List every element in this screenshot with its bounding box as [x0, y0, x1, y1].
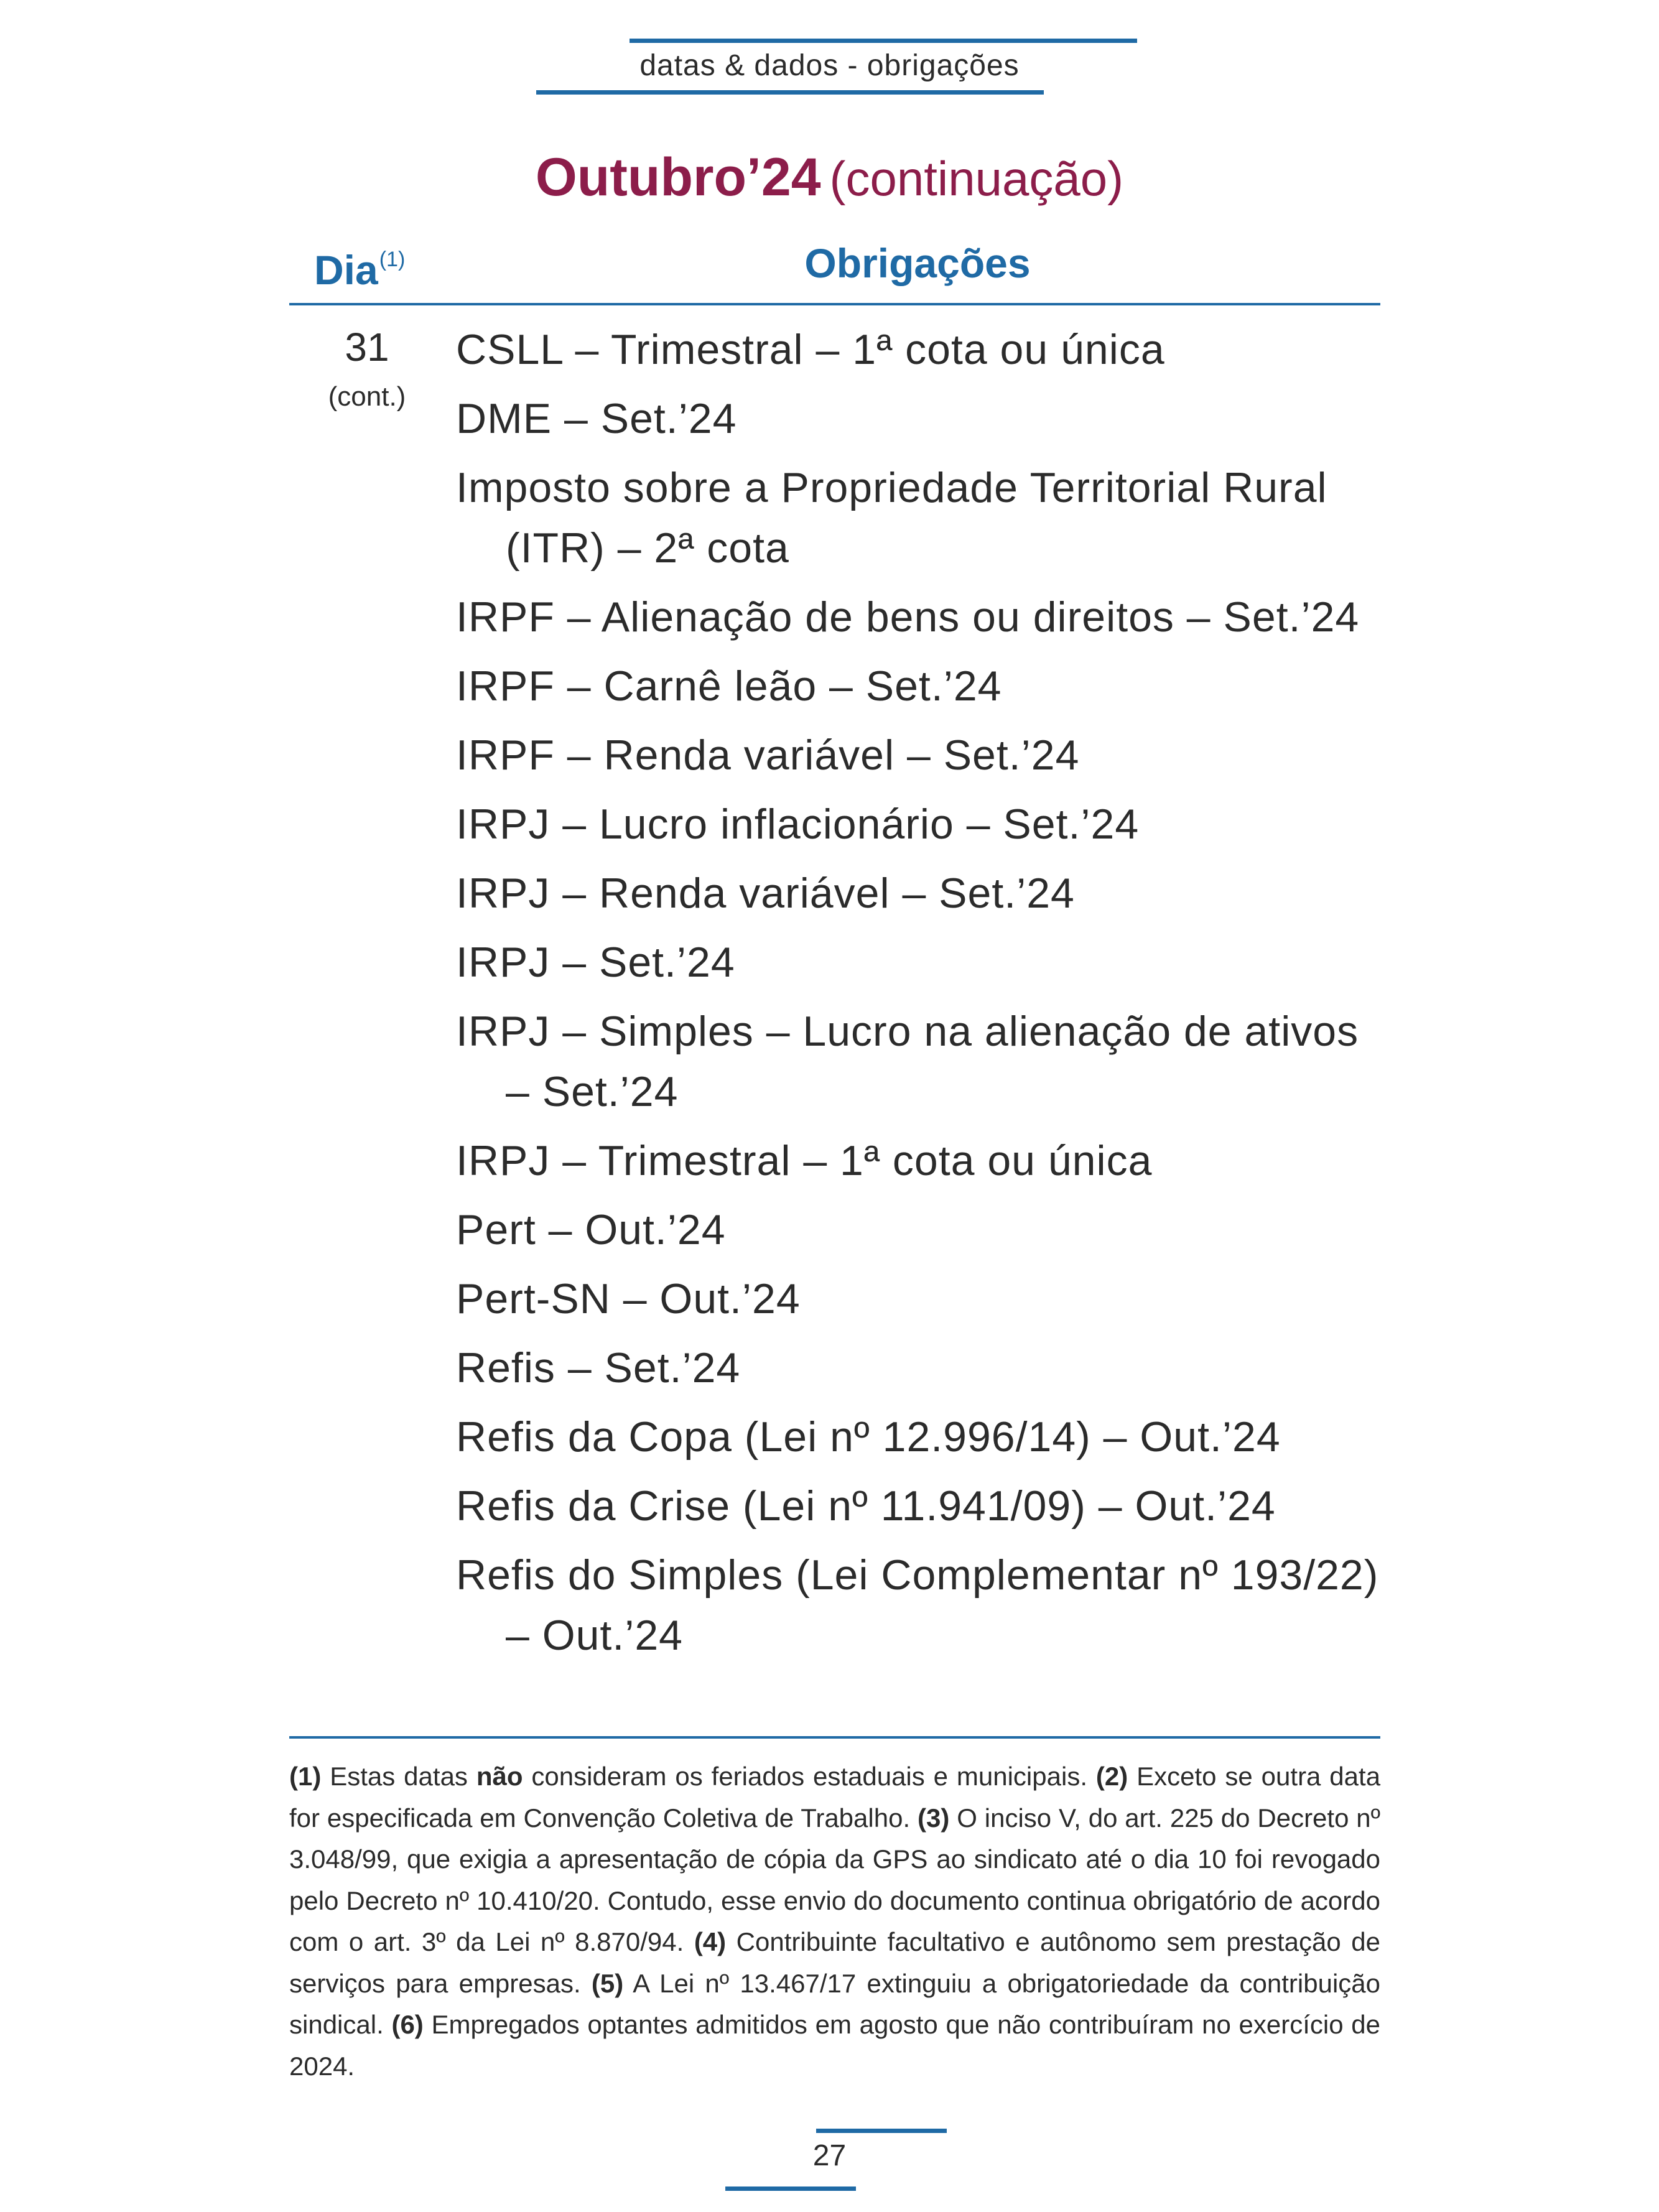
- list-item: IRPF – Renda variável – Set.’24: [456, 732, 1080, 779]
- header-title: datas & dados - obrigações: [639, 49, 1020, 82]
- footnote-2-text: Exceto se outra data for especificada em Convenção Coletiva de Trabalho.: [289, 1762, 1381, 1833]
- footnote-4-marker: (4): [694, 1927, 727, 1956]
- page-number: 27: [812, 2139, 847, 2172]
- list-item: IRPJ – Simples – Lucro na alienação de ativos – Set.’24: [456, 1008, 1359, 1115]
- column-header-day: [314, 235, 405, 298]
- footnote-3-marker: (3): [918, 1803, 950, 1833]
- footnotes-rule: [289, 1736, 1380, 1739]
- footnote-4-text: Contribuinte facultativo e autônomo sem prestação de serviços para empresas.: [289, 1927, 1380, 1998]
- footnote-1-text-a: Estas datas: [330, 1762, 468, 1791]
- month-title: Outubro’24: [535, 147, 821, 207]
- obligations-list: [456, 320, 1389, 1675]
- day-number: 31: [345, 325, 389, 369]
- day-continuation-note: (cont.): [328, 381, 406, 412]
- footnote-5-marker: (5): [591, 1968, 624, 1998]
- page-number-rule-top: [816, 2129, 947, 2133]
- list-item: CSLL – Trimestral – 1ª cota ou única: [456, 326, 1165, 373]
- list-item: Pert-SN – Out.’24: [456, 1275, 801, 1322]
- list-item: Refis da Copa (Lei nº 12.996/14) – Out.’24: [456, 1413, 1281, 1461]
- header-rule-top: [630, 39, 1137, 43]
- list-item: Refis da Crise (Lei nº 11.941/09) – Out.’24: [456, 1482, 1276, 1530]
- column-header-day-label: Dia: [314, 247, 378, 293]
- list-item: IRPJ – Set.’24: [456, 939, 735, 986]
- list-item: Pert – Out.’24: [456, 1206, 726, 1253]
- footnote-1-emphasis: não: [476, 1762, 523, 1791]
- list-item: IRPJ – Trimestral – 1ª cota ou única: [456, 1137, 1153, 1184]
- footnote-1-marker: (1): [289, 1762, 322, 1791]
- footnotes: [289, 1756, 1380, 2087]
- table-header-rule: [289, 303, 1380, 305]
- header-rule-bottom: [536, 90, 1044, 95]
- footnote-5-text: A Lei nº 13.467/17 extinguiu a obrigatoriedade da contribuição sindical.: [289, 1968, 1381, 2039]
- footnote-1-text-b: consideram os feriados estaduais e municipais.: [531, 1762, 1087, 1791]
- list-item: Refis do Simples (Lei Complementar nº 193/22) – Out.’24: [456, 1551, 1379, 1659]
- footnote-3-text: O inciso V, do art. 225 do Decreto nº 3.048/99, que exigia a apresentação de cópia da GPS ao sindicato até o dia 10 foi revogado pelo Decreto nº 10.410/20. Contudo, esse envio do documento continua obrigatório de acordo com o art. 3º da Lei nº 8.870/94.: [289, 1803, 1381, 1956]
- list-item: IRPJ – Renda variável – Set.’24: [456, 870, 1075, 917]
- footnote-6-marker: (6): [391, 2010, 424, 2039]
- list-item: IRPF – Alienação de bens ou direitos – Set.’24: [456, 593, 1360, 641]
- month-subtitle: (continuação): [829, 151, 1124, 206]
- list-item: Imposto sobre a Propriedade Territorial Rural (ITR) – 2ª cota: [456, 464, 1327, 572]
- column-header-day-note: (1): [379, 248, 406, 271]
- month-heading: [0, 143, 1659, 213]
- list-item: IRPF – Carnê leão – Set.’24: [456, 662, 1002, 710]
- footnote-6-text: Empregados optantes admitidos em agosto que não contribuíram no exercício de 2024.: [289, 2010, 1380, 2081]
- list-item: Refis – Set.’24: [456, 1344, 741, 1392]
- column-header-obligations: Obrigações: [804, 240, 1031, 286]
- list-item: IRPJ – Lucro inflacionário – Set.’24: [456, 801, 1140, 848]
- page-number-rule-bottom: [725, 2186, 856, 2191]
- footnote-2-marker: (2): [1095, 1762, 1128, 1791]
- list-item: DME – Set.’24: [456, 395, 737, 442]
